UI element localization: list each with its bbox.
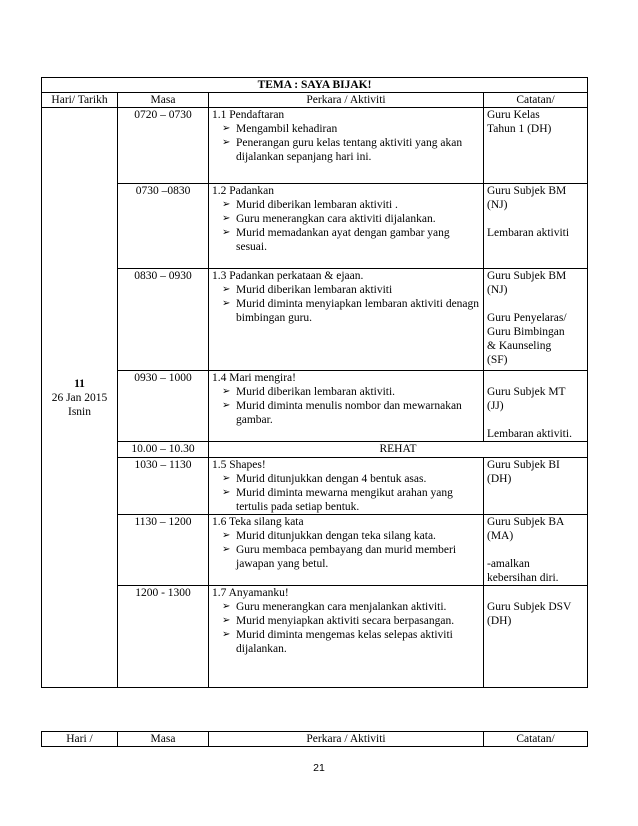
time-cell: 1130 – 1200: [118, 515, 209, 586]
activity-point: [222, 600, 480, 614]
activity-cell: [209, 586, 484, 688]
time-cell: 0930 – 1000: [118, 371, 209, 442]
header-day: Hari /: [42, 732, 118, 747]
arrow-bullet-icon: ➢: [222, 400, 231, 411]
table-row: [42, 515, 588, 586]
day-date: 26 Jan 2015: [51, 391, 108, 404]
notes-cell: Guru Subjek BI (DH): [484, 458, 588, 515]
arrow-bullet-icon: ➢: [222, 123, 231, 134]
day-cell: [42, 108, 118, 688]
activity-point-text: Murid diberikan lembaran aktiviti.: [236, 386, 396, 398]
activity-cell: [209, 108, 484, 184]
activity-point-text: Murid diminta mengemas kelas selepas aktiviti dijalankan.: [236, 629, 453, 655]
activity-point-text: Murid diberikan lembaran aktiviti: [236, 284, 393, 296]
activity-cell: [209, 184, 484, 269]
activity-point-text: Murid diminta menyiapkan lembaran aktiviti denagn bimbingan guru.: [236, 298, 480, 324]
activity-cell: [209, 371, 484, 442]
activity-point: [222, 385, 480, 399]
arrow-bullet-icon: ➢: [222, 473, 231, 484]
arrow-bullet-icon: ➢: [222, 386, 231, 397]
activity-title: 1.7 Anyamanku!: [212, 587, 289, 599]
activity-title: 1.5 Shapes!: [212, 459, 266, 471]
day-number: 11: [74, 377, 85, 390]
activity-point-text: Murid diminta menulis nombor dan mewarnakan gambar.: [236, 400, 462, 426]
arrow-bullet-icon: ➢: [222, 629, 231, 640]
arrow-bullet-icon: ➢: [222, 137, 231, 148]
activity-point: [222, 122, 480, 136]
day-name: Isnin: [68, 405, 91, 418]
header-notes: Catatan/: [484, 93, 588, 108]
time-cell: 0720 – 0730: [118, 108, 209, 184]
arrow-bullet-icon: ➢: [222, 544, 231, 555]
arrow-bullet-icon: ➢: [222, 227, 231, 238]
activity-point: [222, 628, 480, 656]
time-cell: 1030 – 1130: [118, 458, 209, 515]
arrow-bullet-icon: ➢: [222, 284, 231, 295]
activity-point: [222, 529, 480, 543]
activity-point-text: Mengambil kehadiran: [236, 123, 338, 135]
schedule-table-continued: [41, 731, 588, 747]
activity-title: 1.6 Teka silang kata: [212, 516, 304, 528]
time-cell: 1200 - 1300: [118, 586, 209, 688]
activity-point-text: Murid memadankan ayat dengan gambar yang sesuai.: [236, 227, 450, 253]
header-row: [42, 93, 588, 108]
activity-point: [222, 297, 480, 325]
time-cell: 0830 – 0930: [118, 269, 209, 371]
arrow-bullet-icon: ➢: [222, 487, 231, 498]
schedule-table: [41, 77, 588, 688]
activity-cell: [209, 269, 484, 371]
break-cell: REHAT: [209, 442, 588, 458]
header-activity: Perkara / Aktiviti: [209, 93, 484, 108]
notes-cell: Guru Subjek BM (NJ) Guru Penyelaras/ Guru Bimbingan & Kaunseling (SF): [484, 269, 588, 371]
activity-point: [222, 283, 480, 297]
table-row: [42, 108, 588, 184]
table-row: [42, 586, 588, 688]
activity-title: 1.2 Padankan: [212, 185, 274, 197]
header-notes: Catatan/: [484, 732, 588, 747]
header-activity: Perkara / Aktiviti: [209, 732, 484, 747]
activity-point-text: Murid ditunjukkan dengan 4 bentuk asas.: [236, 473, 427, 485]
activity-point-text: Murid menyiapkan aktiviti secara berpasangan.: [236, 615, 455, 627]
activity-title: 1.4 Mari mengira!: [212, 372, 296, 384]
activity-point-text: Guru menerangkan cara aktiviti dijalankan.: [236, 213, 436, 225]
activity-title: 1.3 Padankan perkataan & ejaan.: [212, 270, 364, 282]
header-time: Masa: [118, 732, 209, 747]
activity-point-text: Guru menerangkan cara menjalankan aktiviti.: [236, 601, 447, 613]
activity-point-text: Penerangan guru kelas tentang aktiviti yang akan dijalankan sepanjang hari ini.: [236, 137, 463, 163]
activity-point: [222, 226, 480, 254]
activity-point: [222, 212, 480, 226]
activity-point: [222, 472, 480, 486]
activity-point-text: Murid diminta mewarna mengikut arahan yang tertulis pada setiap bentuk.: [236, 487, 453, 513]
notes-cell: Guru Subjek BM (NJ) Lembaran aktiviti: [484, 184, 588, 269]
notes-cell: Guru Subjek DSV (DH): [484, 586, 588, 688]
time-cell: 0730 –0830: [118, 184, 209, 269]
activity-cell: [209, 515, 484, 586]
arrow-bullet-icon: ➢: [222, 298, 231, 309]
activity-point-text: Murid ditunjukkan dengan teka silang kata.: [236, 530, 436, 542]
table-row: [42, 442, 588, 458]
table-row: [42, 458, 588, 515]
page-number: 21: [313, 762, 325, 774]
arrow-bullet-icon: ➢: [222, 530, 231, 541]
arrow-bullet-icon: ➢: [222, 199, 231, 210]
arrow-bullet-icon: ➢: [222, 615, 231, 626]
activity-point-text: Murid diberikan lembaran aktiviti .: [236, 199, 398, 211]
table-title: TEMA : SAYA BIJAK!: [42, 78, 588, 93]
table-row: [42, 269, 588, 371]
activity-cell: [209, 458, 484, 515]
activity-point-text: Guru membaca pembayang dan murid memberi jawapan yang betul.: [236, 544, 457, 570]
activity-title: 1.1 Pendaftaran: [212, 109, 285, 121]
activity-point: [222, 399, 480, 427]
header-time: Masa: [118, 93, 209, 108]
time-cell: 10.00 – 10.30: [118, 442, 209, 458]
notes-cell: Guru Kelas Tahun 1 (DH): [484, 108, 588, 184]
header-row-continued: [42, 732, 588, 747]
notes-cell: Guru Subjek BA (MA) -amalkan kebersihan diri.: [484, 515, 588, 586]
activity-point: [222, 136, 480, 164]
activity-point: [222, 614, 480, 628]
table-row: [42, 371, 588, 442]
notes-cell: Guru Subjek MT (JJ) Lembaran aktiviti.: [484, 371, 588, 442]
arrow-bullet-icon: ➢: [222, 601, 231, 612]
arrow-bullet-icon: ➢: [222, 213, 231, 224]
table-row: [42, 184, 588, 269]
header-day: Hari/ Tarikh: [42, 93, 118, 108]
activity-point: [222, 198, 480, 212]
activity-point: [222, 486, 480, 514]
activity-point: [222, 543, 480, 571]
